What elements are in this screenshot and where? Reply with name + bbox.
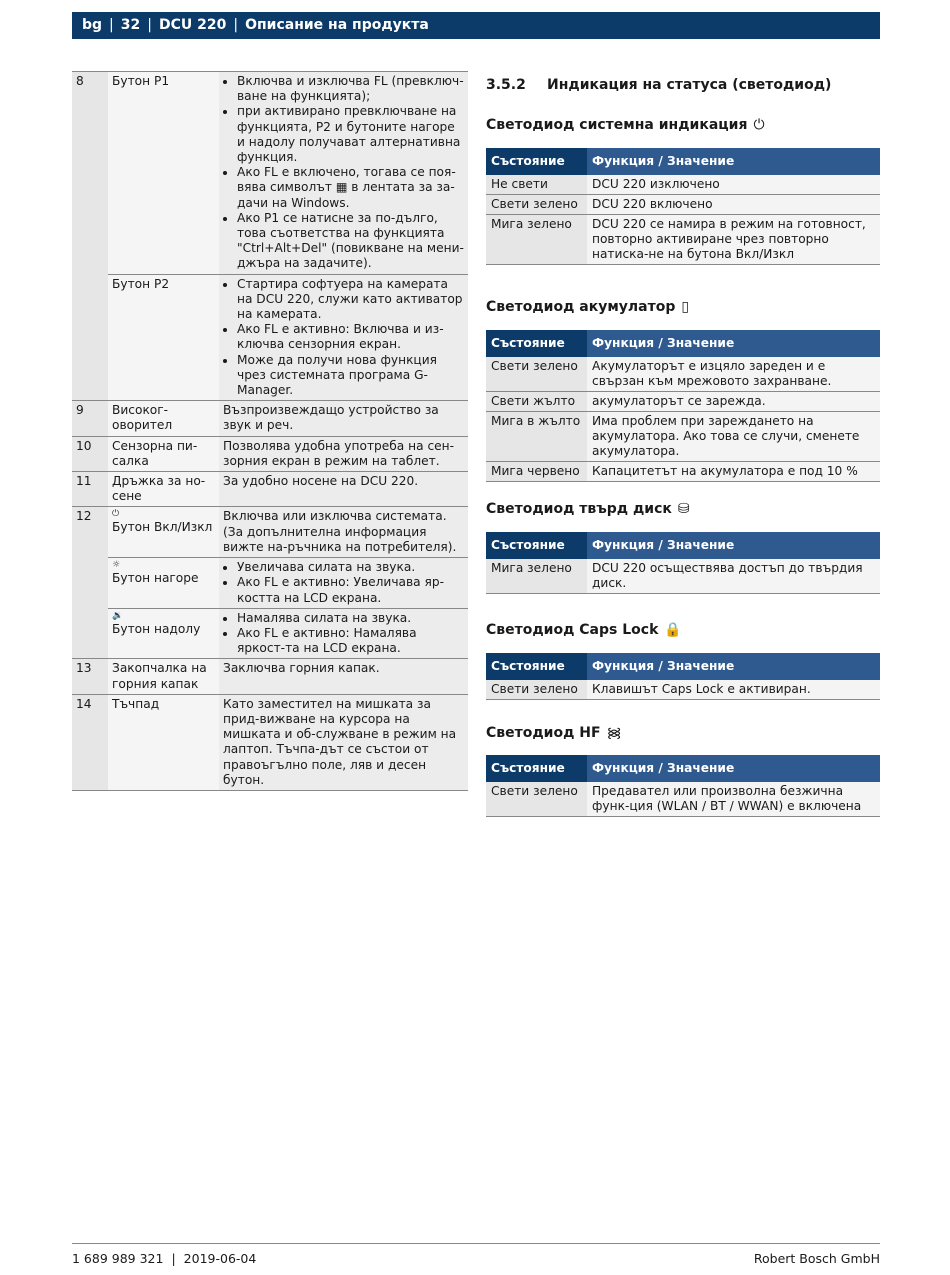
footer-divider (72, 1243, 880, 1244)
table-row (486, 680, 880, 700)
function-cell: DCU 220 включено (587, 195, 880, 214)
page-header: bg | 32 | DCU 220 | Описание на продукта (72, 12, 880, 39)
state-cell: Свети зелено (486, 782, 587, 816)
led-system-heading: Светодиод системна индикация ⏻ (486, 117, 765, 133)
power-icon: ⏻ (112, 509, 120, 520)
table-row: 13 Закопчалка на горния капак Заключва горния капак. (72, 659, 468, 694)
led-hf-table (486, 755, 880, 817)
led-battery-table (486, 330, 880, 482)
table-row (486, 195, 880, 215)
power-icon: ⏻ (753, 117, 765, 133)
function-cell: Акумулаторът е изцяло зареден и е свързан към мрежовото захранване. (587, 357, 880, 391)
function-cell: Има проблем при зареждането на акумулатора. Ако това се случи, сменете акумулатора. (587, 412, 880, 461)
table-row (486, 782, 880, 817)
table-row (486, 412, 880, 462)
state-cell: Свети жълто (486, 392, 587, 411)
state-cell: Свети зелено (486, 195, 587, 214)
wireless-icon: ᯼ (606, 725, 622, 741)
led-hdd-table (486, 532, 880, 594)
col-function: Функция / Значение (587, 653, 880, 680)
led-hdd-heading: Светодиод твърд диск ⛁ (486, 501, 690, 517)
component-desc: • Включва и изключва FL (превключ-ване на функцията); • при активирано превключване на функцията, P2 и бутоните нагоре и надолу получават алтернативна функция. • Ако FL е включено, тогава се поя-вява символът ▦ в лентата за за-дачи на Windows. • Ако P1 се натисне за по-дълго, това съответства на функцията "Ctrl+Alt+Del" (повикване на мени-джъра на задачите). (219, 72, 468, 274)
led-hf-heading: Светодиод HF ᯼ (486, 725, 622, 741)
table-row (486, 392, 880, 412)
state-cell: Свети зелено (486, 680, 587, 699)
led-battery-heading: Светодиод акумулатор ▯ (486, 299, 690, 315)
state-cell: Мига в жълто (486, 412, 587, 461)
components-table (72, 71, 468, 791)
function-cell: акумулаторът се зарежда. (587, 392, 880, 411)
col-function: Функция / Значение (587, 148, 880, 175)
component-name: Бутон P1 (108, 72, 219, 274)
table-row: 9 Високог-оворител Възпроизвеждащо устройство за звук и реч. (72, 401, 468, 436)
function-cell: DCU 220 изключено (587, 175, 880, 194)
col-state: Състояние (486, 330, 587, 357)
header-lang: bg (82, 17, 103, 33)
led-capslock-table (486, 653, 880, 700)
table-header (486, 330, 880, 357)
table-row: 12 ⏻ Бутон Вкл/Изкл Включва или изключва системата. (За допълнителна информация вижте на-ръчника на потребителя). ☼ Бутон нагоре • Увеличава силата на звука. • Ако FL е активно: Увеличава яр-костта на LCD екрана. 🔉 Бутон надолу • Намалява силата на звука. • Ако FL е активно: Намалява яркост-та на LCD екрана. (72, 507, 468, 659)
state-cell: Свети зелено (486, 357, 587, 391)
table-row (486, 462, 880, 482)
col-function: Функция / Значение (587, 532, 880, 559)
component-desc: • Стартира софтуера на камерата на DCU 220, служи като активатор на камерата. • Ако FL е активно: Включва и из-ключва сензорния екран. • Може да получи нова функция чрез системната програма G-Manager. (219, 275, 468, 401)
table-row (486, 559, 880, 594)
fl-symbol-icon: ▦ (335, 180, 348, 195)
function-cell: Клавишът Caps Lock е активиран. (587, 680, 880, 699)
state-cell: Мига зелено (486, 215, 587, 264)
header-page: 32 (120, 17, 141, 33)
state-cell: Мига червено (486, 462, 587, 481)
col-state: Състояние (486, 532, 587, 559)
table-row (486, 357, 880, 392)
led-system-table (486, 148, 880, 265)
header-section: Описание на продукта (245, 17, 429, 33)
header-product: DCU 220 (158, 17, 227, 33)
col-function: Функция / Значение (587, 755, 880, 782)
col-state: Състояние (486, 755, 587, 782)
col-state: Състояние (486, 148, 587, 175)
component-name: Бутон P2 (108, 275, 219, 401)
table-header (486, 653, 880, 680)
table-header (486, 532, 880, 559)
hard-disk-icon: ⛁ (677, 501, 690, 517)
table-row: 11 Дръжка за но-сене За удобно носене на DCU 220. (72, 472, 468, 507)
col-function: Функция / Значение (587, 330, 880, 357)
table-header (486, 148, 880, 175)
table-row: 14 Тъчпад Като заместител на мишката за прид-вижване на курсора на мишката и об-служване в режим на лаптоп. Тъчпа-дът се състои от правоъгълно поле, ляв и десен бутон. (72, 695, 468, 791)
footer-company: Robert Bosch GmbH (753, 1251, 880, 1266)
brightness-up-icon: ☼ (112, 560, 121, 571)
table-row (72, 72, 468, 401)
volume-down-icon: 🔉 (112, 610, 124, 621)
row-number: 8 (72, 72, 108, 400)
col-state: Състояние (486, 653, 587, 680)
caps-lock-icon: 🔒 (664, 622, 682, 638)
table-row: 10 Сензорна пи-салка Позволява удобна употреба на сен-зорния екран в режим на таблет. (72, 437, 468, 472)
function-cell: DCU 220 се намира в режим на готовност, повторно активиране чрез повторно натиска-не на бутона Вкл/Изкл (587, 215, 880, 264)
table-row (486, 215, 880, 265)
footer-left: 1 689 989 321 | 2019-06-04 (72, 1251, 257, 1266)
function-cell: Капацитетът на акумулатора е под 10 % (587, 462, 880, 481)
table-row (486, 175, 880, 195)
state-cell: Мига зелено (486, 559, 587, 593)
table-header (486, 755, 880, 782)
function-cell: DCU 220 осъществява достъп до твърдия диск. (587, 559, 880, 593)
battery-icon: ▯ (681, 299, 690, 315)
function-cell: Предавател или произволна безжична функ-ция (WLAN / BT / WWAN) е включена (587, 782, 880, 816)
section-title: 3.5.2 Индикация на статуса (светодиод) (486, 77, 832, 93)
state-cell: Не свети (486, 175, 587, 194)
led-capslock-heading: Светодиод Caps Lock 🔒 (486, 622, 682, 638)
